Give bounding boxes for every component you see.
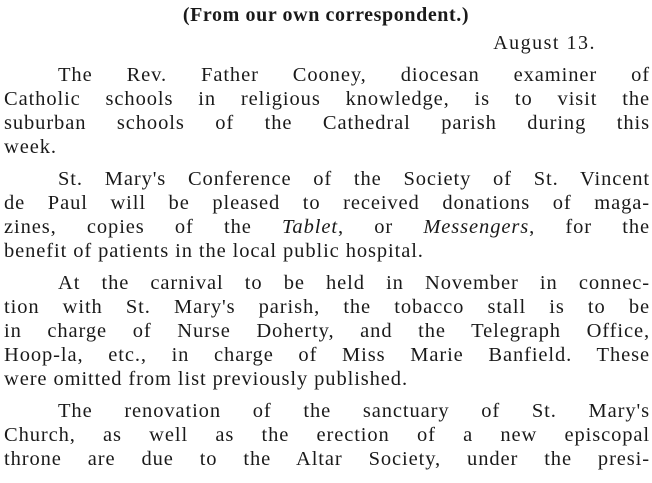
messengers-title: Messengers — [423, 216, 530, 238]
tablet-title: Tablet — [282, 216, 338, 238]
paragraph-2-line-2: de Paul will be pleased to received donations of maga- — [4, 192, 650, 214]
paragraph-1-line-3: suburban schools of the Cathedral parish during this — [4, 112, 650, 134]
paragraph-2-line-3 — [4, 215, 650, 239]
paragraph-3-line-1: At the carnival to be held in November in connec- — [58, 272, 650, 294]
paragraph-2-line-3-after: , for the — [529, 216, 650, 238]
paragraph-4-line-3: throne are due to the Altar Society, under the presi- — [4, 448, 650, 470]
paragraph-3-line-2: tion with St. Mary's parish, the tobacco stall is to be — [4, 296, 650, 318]
paragraph-1-line-1: The Rev. Father Cooney, diocesan examiner of — [58, 64, 650, 86]
paragraph-4-line-1: The renovation of the sanctuary of St. Mary's — [58, 400, 650, 422]
dateline: August 13. — [493, 32, 596, 54]
paragraph-3-line-4: Hoop-la, etc., in charge of Miss Marie Banfield. These — [4, 344, 650, 366]
correspondent-heading: (From our own correspondent.) — [182, 4, 470, 26]
paragraph-4-line-2: Church, as well as the erection of a new episcopal — [4, 424, 650, 446]
paragraph-3-line-5: were omitted from list previously published. — [4, 368, 408, 390]
paragraph-2-line-3-middle: , or — [337, 216, 424, 238]
paragraph-1-line-4: week. — [4, 136, 57, 158]
paragraph-3-line-3: in charge of Nurse Doherty, and the Telegraph Office, — [4, 320, 650, 342]
paragraph-2-line-1: St. Mary's Conference of the Society of St. Vincent — [58, 168, 650, 190]
paragraph-1-line-2: Catholic schools in religious knowledge, is to visit the — [4, 88, 650, 110]
paragraph-2-line-4: benefit of patients in the local public hospital. — [4, 240, 424, 262]
paragraph-2-line-3-before: zines, copies of the — [4, 216, 283, 238]
